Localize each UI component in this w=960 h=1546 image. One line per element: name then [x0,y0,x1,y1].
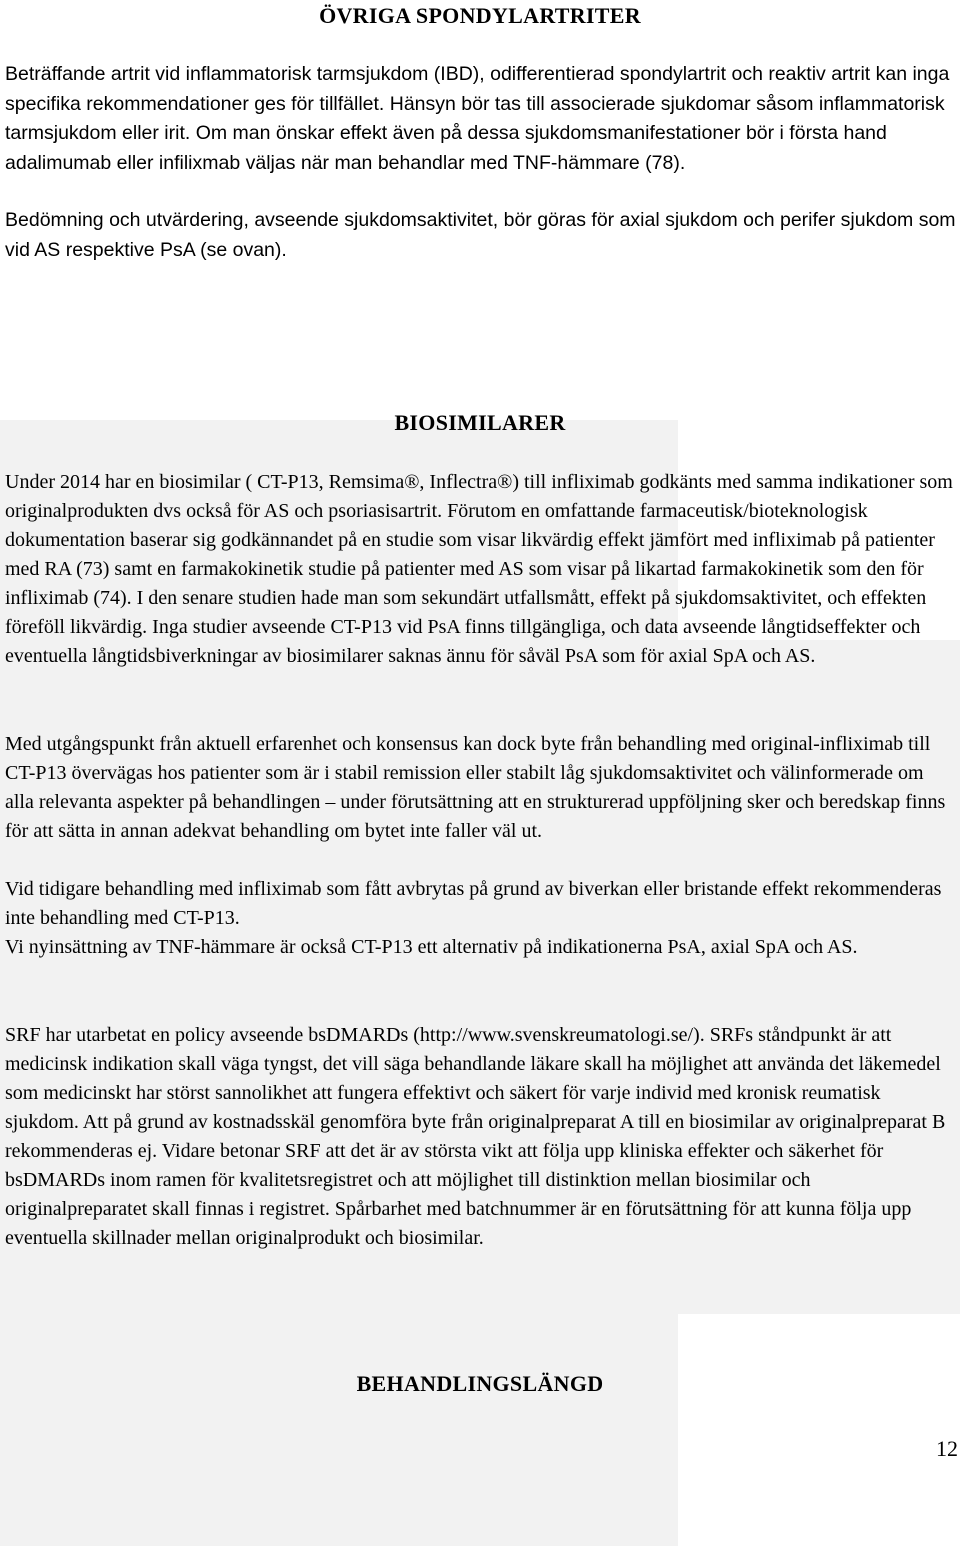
paragraph-byte: Med utgångspunkt från aktuell erfarenhet och konsensus kan dock byte från behandling med original-infliximab till CT-P13 övervägas hos patienter som är i stabil remission eller stabilt låg sjukdomsaktivitet och välinformerade om alla relevanta aspekter på behandlingen – under förutsättning att en strukturerad uppföljning sker och beredskap finns för att sätta in annan adekvat behandling om bytet inte faller väl ut. [5,733,946,842]
paragraph-srf-policy: SRF har utarbetat en policy avseende bsDMARDs (http://www.svenskreumatologi.se/). SRFs ståndpunkt är att medicinsk indikation skall väga tyngst, det vill säga behandlande läkare skall ha möjlighet att använda det läkemedel som medicinskt har störst sannolikhet att fungera effektivt och säkert för varje individ med kronisk reumatisk sjukdom. Att på grund av kostnadsskäl genomföra byte från originalpreparat A till en biosimilar av originalpreparat B rekommenderas ej. Vidare betonar SRF att det är av största vikt att följa upp kliniska effekter och säkerhet för bsDMARDs inom ramen för kvalitetsregistret och att möjlighet till distinktion mellan biosimilar och originalpreparatet skall finnas i registret. Spårbarhet med batchnummer är en förutsättning för att kunna följa upp eventuella skillnader mellan originalprodukt och biosimilar. [5,1024,946,1249]
section-heading-ovriga: ÖVRIGA SPONDYLARTRITER [319,3,641,28]
paragraph-tidigare-behandling: Vid tidigare behandling med infliximab som fått avbrytas på grund av biverkan eller bristande effekt rekommenderas inte behandling med CT-P13. [5,878,942,929]
page-number: 12 [936,1436,958,1461]
paragraph-nyinsattning: Vi nyinsättning av TNF-hämmare är också CT-P13 ett alternativ på indikationerna PsA, axial SpA och AS. [5,936,858,958]
paragraph-biosimilar-approval: Under 2014 har en biosimilar ( CT-P13, Remsima®, Inflectra®) till infliximab godkänts med samma indikationer som originalprodukten dvs också för AS och psoriasisartrit. Förutom en omfattande farmaceutisk/bioteknologisk dokumentation baserar sig godkännandet på en studie som visar likvärdig effekt jämfört med infliximab på patienter med RA (73) samt en farmakokinetik studie på patienter med AS som visar på likartad farmakokinetik som den för infliximab (74). I den senare studien hade man som sekundärt utfallsmått, effekt på sjukdomsaktivitet, och effekten föreföll likvärdig. Inga studier avseende CT-P13 vid PsA finns tillgängliga, och data avseende långtidseffekter och eventuella långtidsbiverkningar av biosimilarer saknas ännu för såväl PsA som för axial SpA och AS. [5,471,953,667]
section-heading-behandlingslangd: BEHANDLINGSLÄNGD [356,1371,604,1396]
section-heading-biosimilarer: BIOSIMILARER [394,410,566,435]
paragraph-bedomning: Bedömning och utvärdering, avseende sjukdomsaktivitet, bör göras för axial sjukdom och perifer sjukdom som vid AS respektive PsA (se ovan). [5,209,956,261]
paragraph-ibd: Beträffande artrit vid inflammatorisk tarmsjukdom (IBD), odifferentierad spondylartrit och reaktiv artrit kan inga specifika rekommendationer ges för tillfället. Hänsyn bör tas till associerade sjukdomar såsom inflammatorisk tarmsjukdom eller irit. Om man önskar effekt även på dessa sjukdomsmanifestationer bör i första hand adalimumab eller infilixmab väljas när man behandlar med TNF-hämmare (78). [5,63,950,174]
